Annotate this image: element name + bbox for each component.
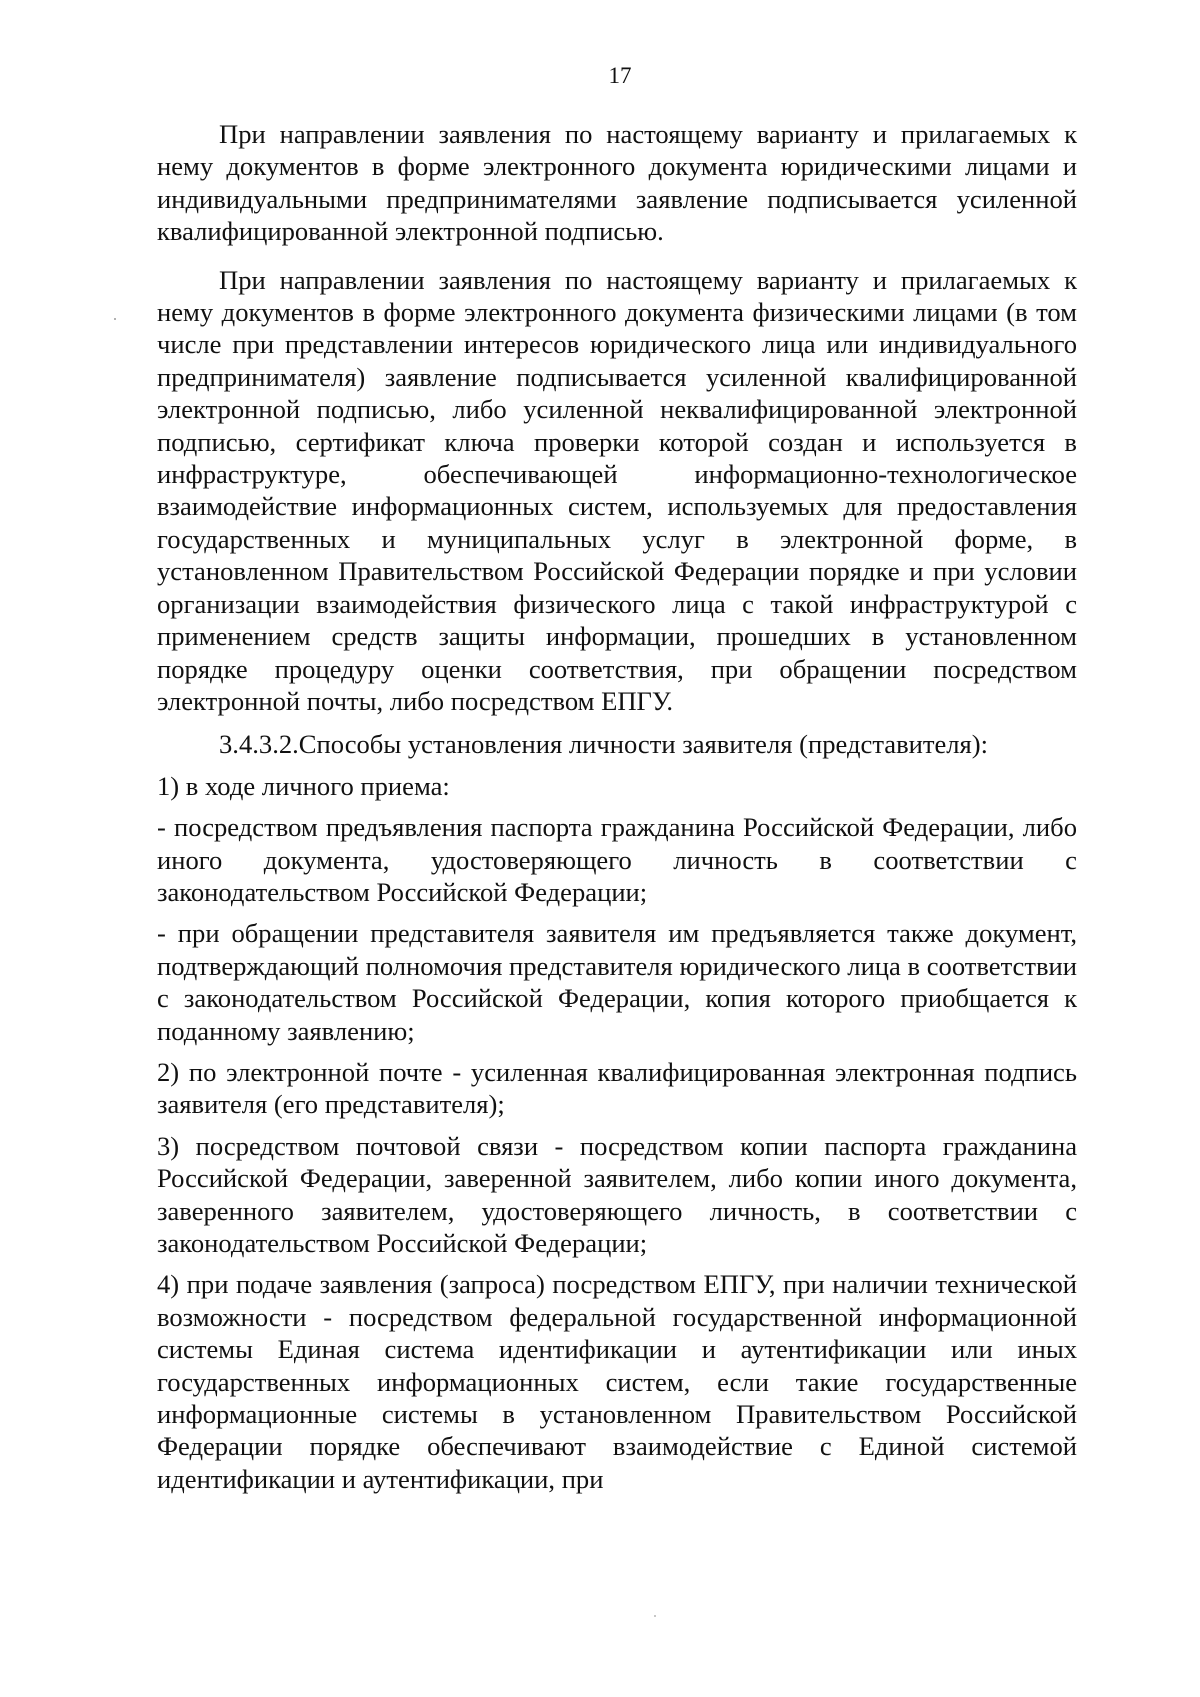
scan-speck-bottom: [654, 1615, 656, 1617]
paragraph-legal-entities-signature: При направлении заявления по настоящему варианту и прилагаемых к нему документов в форме электронного документа юридическими лицами и индивидуальными предпринимателями заявление подписывается усиленной квалифицированной электронной подписью.: [157, 119, 1077, 247]
section-heading-identification-methods: 3.4.3.2.Способы установления личности заявителя (представителя):: [219, 729, 989, 760]
paragraph-individuals-signature: При направлении заявления по настоящему варианту и прилагаемых к нему документов в форме электронного документа физическими лицами (в том числе при представлении интересов юридического лица или индивидуального предпринимателя) заявление подписывается усиленной квалифицированной электронной подписью, либо усиленной неквалифицированной электронной подписью, сертификат ключа проверки которой создан и используется в инфраструктуре, обеспечивающей информационно-технологическое взаимодействие информационных систем, используемых для предоставления государственных и муниципальных услуг в электронной форме, в установленном Правительством Российской Федерации порядке и при условии организации взаимодействия физического лица с такой инфраструктурой с применением средств защиты информации, прошедших в установленном порядке процедуру оценки соответствия, при обращении посредством электронной почты, либо посредством ЕПГУ.: [157, 264, 1077, 716]
page-number: 17: [608, 63, 632, 88]
list-item-epgu: 4) при подаче заявления (запроса) посредством ЕПГУ, при наличии технической возможности - посредством федеральной государственной информационной системы Единая система идентификации и аутентификации или иных государственных информационных систем, если такие государственные информационные системы в установленном Правительством Российской Федерации порядке обеспечивают взаимодействие с Единой системой идентификации и аутентификации, при: [157, 1269, 1077, 1494]
list-subitem-passport: - посредством предъявления паспорта гражданина Российской Федерации, либо иного документа, удостоверяющего личность в соответствии с законодательством Российской Федерации;: [157, 812, 1077, 907]
list-item-personal-reception: 1) в ходе личного приема:: [157, 770, 450, 801]
list-subitem-representative: - при обращении представителя заявителя им предъявляется также документ, подтверждающий полномочия представителя юридического лица в соответствии с законодательством Российской Федерации, копия которого приобщается к поданному заявлению;: [157, 918, 1077, 1046]
list-item-postal: 3) посредством почтовой связи - посредством копии паспорта гражданина Российской Федерации, заверенной заявителем, либо копии иного документа, заверенного заявителем, удостоверяющего личность, в соответствии с законодательством Российской Федерации;: [157, 1130, 1077, 1258]
scan-speck: [114, 318, 116, 320]
document-body: [157, 118, 1077, 1495]
list-item-email: 2) по электронной почте - усиленная квалифицированная электронная подпись заявителя (его представителя);: [157, 1056, 1077, 1120]
